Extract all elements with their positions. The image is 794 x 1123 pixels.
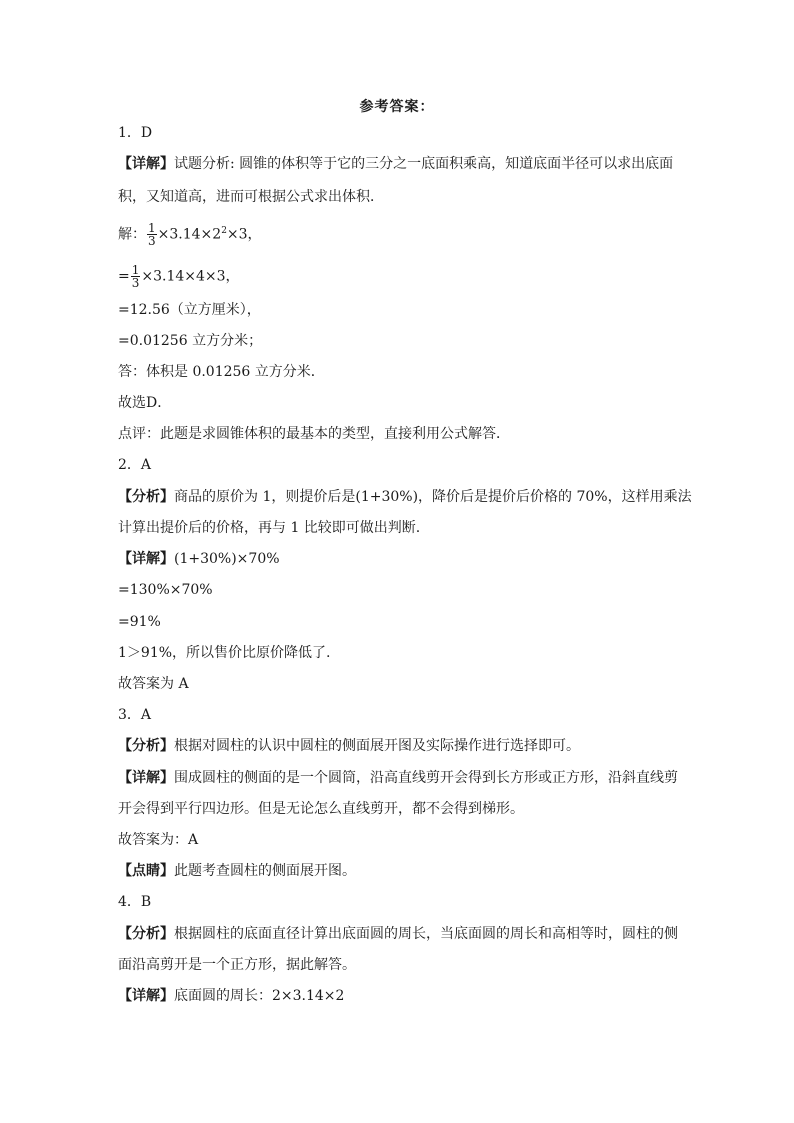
q3-comment-line	[118, 861, 688, 881]
q1-sol-expr-a: ×3.14×2	[157, 226, 222, 243]
q3-analysis-line-1	[118, 736, 688, 756]
q1-solution-line-3: =12.56（立方厘米），	[118, 302, 261, 318]
fraction-denominator: 3	[131, 276, 140, 290]
q1-solution-line-4: =0.01256 立方分米；	[118, 333, 263, 349]
q1-number: 1．D	[118, 125, 153, 141]
q2-analysis-line-2: 计算出提价后的价格，再与 1 比较即可做出判断.	[118, 520, 421, 536]
q1-solution-line-2	[118, 264, 688, 289]
q2-detail-text-1: (1+30%)×70%	[174, 551, 280, 567]
q3-detail-line-1	[118, 768, 688, 788]
q1-comment: 点评：此题是求圆锥体积的最基本的类型，直接利用公式解答．	[118, 426, 510, 442]
q4-detail-text-1: 底面圆的周长：2×3.14×2	[174, 988, 345, 1004]
q2-detail-line-1	[118, 549, 688, 569]
q1-detail-line-2: 积，又知道高，进而可根据公式求出体积．	[118, 189, 384, 205]
q2-detail-line-2: =130%×70%	[118, 582, 213, 598]
q4-detail-tag: 【详解】	[118, 988, 174, 1004]
q2-analysis-tag: 【分析】	[118, 489, 174, 505]
q3-detail-line-2: 开会得到平行四边形。但是无论怎么直线剪开，都不会得到梯形。	[118, 801, 524, 817]
q2-number: 2．A	[118, 457, 152, 473]
q1-detail-tag: 【详解】	[118, 156, 174, 172]
q4-number: 4．B	[118, 894, 152, 910]
q1-detail-text-1: 试题分析: 圆锥的体积等于它的三分之一底面积乘高，知道底面半径可以求出底面	[174, 156, 674, 172]
q3-number: 3．A	[118, 707, 152, 723]
q3-analysis-tag: 【分析】	[118, 738, 174, 754]
q2-detail-tag: 【详解】	[118, 551, 174, 567]
fraction-numerator: 1	[131, 263, 140, 277]
fraction-one-third	[131, 264, 141, 289]
q3-analysis-text-1: 根据对圆柱的认识中圆柱的侧面展开图及实际操作进行选择即可。	[174, 738, 580, 754]
q1-sol-prefix: 解：	[118, 226, 146, 243]
q3-detail-tag: 【详解】	[118, 770, 174, 786]
q1-line2-expr: ×3.14×4×3，	[141, 268, 240, 285]
q1-solution-line-1	[118, 222, 688, 247]
fraction-numerator: 1	[148, 221, 156, 235]
q2-detail-line-3: =91%	[118, 614, 161, 630]
q4-analysis-line-2: 面沿高剪开是一个正方形，据此解答。	[118, 957, 356, 973]
q1-line2-prefix: =	[118, 268, 130, 285]
q3-comment-tag: 【点睛】	[118, 863, 174, 879]
fraction-one-third	[147, 222, 157, 247]
q2-detail-line-4: 1＞91%，所以售价比原价降低了.	[118, 645, 331, 661]
q1-sol-expr-b: ×3，	[226, 226, 262, 243]
q1-detail-line-1	[118, 154, 688, 174]
q2-answer: 故答案为 A	[118, 676, 189, 692]
q4-analysis-tag: 【分析】	[118, 926, 174, 942]
q1-answer: 答：体积是 0.01256 立方分米．	[118, 364, 325, 380]
q2-analysis-line-1	[118, 487, 692, 507]
fraction-denominator: 3	[148, 234, 156, 248]
q4-analysis-text-1: 根据圆柱的底面直径计算出底面圆的周长，当底面圆的周长和高相等时，圆柱的侧	[174, 926, 678, 942]
q4-detail-line-1	[118, 986, 688, 1006]
q3-detail-text-1: 围成圆柱的侧面的是一个圆筒，沿高直线剪开会得到长方形或正方形，沿斜直线剪	[174, 770, 678, 786]
q1-sol-exponent: 2	[221, 225, 227, 236]
q4-analysis-line-1	[118, 924, 688, 944]
page-title: 参考答案：	[359, 99, 435, 115]
q1-choice: 故选D．	[118, 395, 172, 411]
q2-analysis-text-1: 商品的原价为 1，则提价后是(1+30%)，降价后是提价后价格的 70%，这样用乘法	[174, 489, 692, 505]
q3-answer: 故答案为：A	[118, 832, 199, 848]
q3-comment-text: 此题考查圆柱的侧面展开图。	[174, 863, 356, 879]
